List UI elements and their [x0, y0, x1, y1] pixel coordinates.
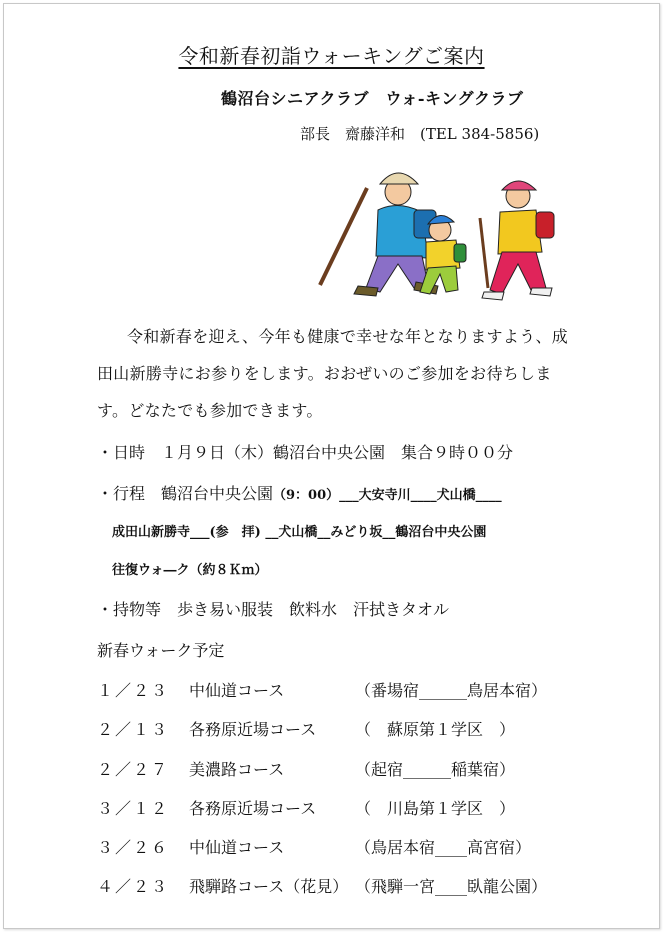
walk-course: 各務原近場コース — [189, 799, 317, 818]
walk-route: （番場宿______鳥居本宿） — [355, 681, 548, 700]
walk-course: 美濃路コース — [189, 760, 285, 779]
walk-course: 各務原近場コース — [189, 720, 317, 739]
walk-course: 中仙道コース — [189, 681, 285, 700]
walk-route: （ 蘇原第１学区 ） — [355, 720, 516, 739]
walk-route: （飛騨一宮____臥龍公園） — [355, 877, 548, 896]
hikers-illustration — [310, 160, 570, 305]
belongings-line: ・持物等 歩き易い服装 飲料水 汗拭きタオル — [97, 600, 450, 619]
itinerary-label: ・行程 鶴沼台中央公園 — [97, 484, 274, 503]
walk-date: ３／２６ — [97, 838, 170, 857]
walk-course: 飛騨路コース（花見） — [189, 877, 349, 896]
itinerary-route-1: （9：00）___大安寺川____犬山橋____ — [273, 488, 502, 503]
itinerary-route-3: 往復ウォ―ク（約８Ｋｍ） — [112, 563, 268, 578]
schedule-line: ・日時 １月９日（木）鶴沼台中央公園 集合９時００分 — [97, 443, 514, 462]
walk-route: （起宿______稲葉宿） — [355, 760, 516, 779]
walk-date: ２／２７ — [97, 760, 170, 779]
club-name: 鶴沼台シニアクラブ ウォ-キングクラブ — [221, 89, 524, 108]
walk-route: （ 川島第１学区 ） — [355, 799, 516, 818]
walk-date: ２／１３ — [97, 720, 170, 739]
intro-paragraph: 令和新春を迎え、今年も健康で幸せな年となりますよう、成田山新勝寺にお参りをします。おおぜいのご参加をお待ちします。どなたでも参加できます。 — [97, 327, 569, 420]
walk-course: 中仙道コース — [189, 838, 285, 857]
walk-date: ４／２３ — [97, 877, 170, 896]
leader-contact: 部長 齋藤洋和 (TEL 384-5856) — [300, 125, 540, 143]
document-title: 令和新春初詣ウォーキングご案内 — [178, 44, 485, 68]
walk-date: １／２３ — [97, 681, 170, 700]
walk-route: （鳥居本宿____高宮宿） — [355, 838, 532, 857]
itinerary-line — [97, 481, 502, 504]
plan-heading: 新春ウォーク予定 — [97, 641, 225, 660]
itinerary-route-2: 成田山新勝寺___(参 拝) __犬山橋__みどり坂__鶴沼台中央公園 — [112, 525, 487, 540]
walk-date: ３／１２ — [97, 799, 170, 818]
